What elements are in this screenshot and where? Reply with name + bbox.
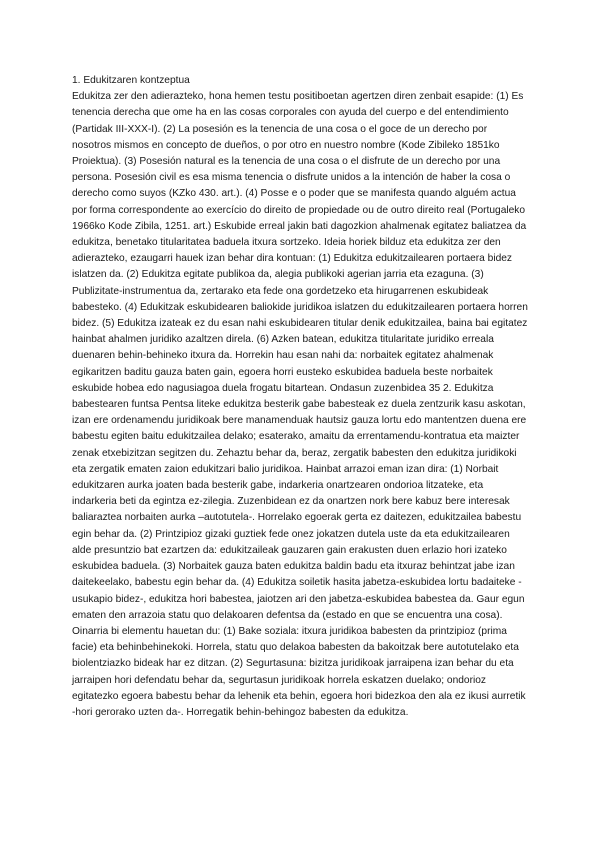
document-content [72, 73, 528, 721]
section-heading: 1. Edukitzaren kontzeptua [72, 75, 190, 86]
body-paragraph: Edukitza zer den adierazteko, hona hemen testu positiboetan agertzen diren zenbait esapide: (1) Es tenencia derecha que ome ha en las cosas corporales con ayuda del cuerpo e del entendimiento (Partidak III-XXX-I). (2) La posesión es la tenencia de una cosa o el goce de un derecho por nosotros mismos en concepto de dueños, o por otro en nuestro nombre (Kode Zibileko 1851ko Proiektua). (3) Posesión natural es la tenencia de una cosa o el disfrute de un derecho por una persona. Posesión civil es esa misma tenencia o disfrute unidos a la intención de haber la cosa o derecho como suyos (KZko 430. art.). (4) Posse e o poder que se manifesta quando alguém actua por forma correspondente ao exercício do direito de propiedade ou de outro direito real (Portugaleko 1966ko Kode Zibila, 1251. art.) Eskubide erreal jakin bati dagozkion ahalmenak egitatez baliatzea da edukitza, benetako titularitatea baduela itxura sortzeko. Ideia horiek bilduz eta edukitza zer den adierazteko, ezaugarri hauek izan behar dira kontuan: (1) Edukitza edukitzailearen portaera bidez islatzen da. (2) Edukitza egitate publikoa da, alegia publikoki agerian jarria eta ezaguna. (3) Publizitate-instrumentua da, zertarako eta fede ona gordetzeko eta hirugarrenen eskubideak babesteko. (4) Edukitzak eskubidearen baliokide juridikoa islatzen du edukitzailearen portaera horren bidez. (5) Edukitza izateak ez du esan nahi eskubidearen titular denik edukitzailea, baina bai egitatez hainbat ahalmen juridiko azaltzen direla. (6) Azken batean, edukitza titularitate juridiko erreala duenaren behin-behineko itxura da. Horrekin hau esan nahi da: norbaitek egitatez ahalmenak egikaritzen baditu gauza baten gain, egoera horri eusteko eskubidea baduela beste norbaitek eskubide hobea edo nagusiagoa duela frogatu bitartean. Ondasun zuzenbidea 35 2. Edukitza babestearen funtsa Pentsa liteke edukitza besterik gabe babesteak ez duela zentzurik kasu askotan, izan ere ordenamendu juridikoak bere manamenduak hautsiz gauza lortu edo mantentzen duena ere babestu egiten baitu edukitzailea delako; esaterako, amaitu da errentamendu-kontratua eta maizter zenak etxebizitzan segitzen du. Zehaztu behar da, beraz, zergatik babesten den edukitza juridikoki eta zergatik ematen zaion edukitzari balio juridikoa. Hainbat arrazoi eman izan dira: (1) Norbait edukitzaren aurka joaten bada besterik gabe, indarkeria onartzearen ondorioa litzateke, eta indarkeria beti da egintza ez-zilegia. Zuzenbidean ez da onartzen nork bere kabuz bere interesak baliaraztea norbaiten aurka –autotutela-. Horrelako egoerak gerta ez daitezen, edukitzailea babestu egin behar da. (2) Printzipioz gizaki guztiek fede onez jokatzen dutela uste da eta edukitzailearen alde presuntzio bat ezartzen da: edukitzaileak gauzaren gain erakusten duen erlazio hori izateko eskubidea baduela. (3) Norbaitek gauza baten edukitza baldin badu eta itxuraz behintzat jabe izan daitekeelako, babestu egin behar da. (4) Edukitza soiletik hasita jabetza-eskubidea lortu badaiteke -usukapio bidez-, edukitza hori babestea, jaiotzen ari den jabetza-eskubidea babestea da. Gaur egun ematen den arrazoia statu quo delakoaren defentsa da (estado en que se encuentra una cosa). Oinarria bi elementu hauetan du: (1) Bake soziala: itxura juridikoa babesten da printzipioz (prima facie) eta behinbehinekoki. Horrela, statu quo delakoa babesten da bakoitzak bere autotutelako eta biolentziazko bideak har ez ditzan. (2) Segurtasuna: bizitza juridikoak jarraipena izan behar du eta jarraipen hori defendatu behar da, segurtasun juridikoak horrela eskatzen duelako; ondorioz egitatezko egoera babestu behar da lehenik eta behin, egoera hori bidezkoa den ala ez ikusi aurretik -hori gerorako uzten da-. Horregatik behin-behingoz babesten da edukitza. [72, 91, 528, 718]
